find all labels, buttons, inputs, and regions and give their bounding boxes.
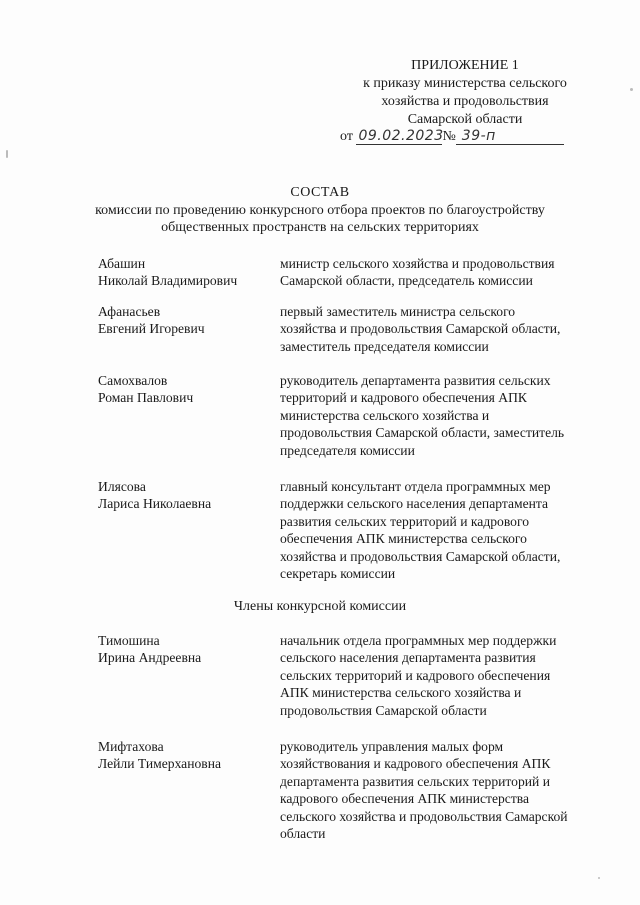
order-from-label: от xyxy=(340,129,353,144)
order-number-field xyxy=(456,129,564,145)
appendix-line: Самарской области xyxy=(407,112,523,127)
role-line: Самарской области, председатель комиссии xyxy=(280,273,533,289)
role-line: хозяйства и продовольствия Самарской области, xyxy=(280,548,561,564)
role-line: департамента развития сельских территорий и xyxy=(280,773,550,789)
role-line: министр сельского хозяйства и продовольствия xyxy=(280,256,555,271)
role-line: первый заместитель министра сельского xyxy=(280,304,516,319)
appendix-line: хозяйства и продовольствия xyxy=(381,94,549,109)
role-line: обеспечения АПК министерства сельского xyxy=(280,531,527,547)
role-line: сельского хозяйства и продовольствия Самарской xyxy=(280,808,568,824)
scan-speck xyxy=(6,150,8,158)
member-surname: Мифтахова xyxy=(98,739,164,754)
role-line: продовольствия Самарской области xyxy=(280,702,487,718)
scan-speck xyxy=(598,877,600,879)
role-line: сельского населения департамента развития xyxy=(280,650,536,666)
member-given-names: Лейли Тимерхановна xyxy=(98,756,222,772)
appendix-title: ПРИЛОЖЕНИЕ 1 xyxy=(411,58,519,73)
role-line: продовольствия Самарской области, заместитель xyxy=(280,425,565,441)
role-line: начальник отдела программных мер поддержки xyxy=(280,633,557,648)
member-role xyxy=(280,303,614,355)
role-line: главный консультант отдела программных мер xyxy=(280,479,551,494)
appendix-header xyxy=(330,57,600,129)
member-name xyxy=(98,478,273,513)
role-line: заместитель председателя комиссии xyxy=(280,338,489,354)
member-surname: Афанасьев xyxy=(98,304,161,319)
order-number-handwritten: 39-п xyxy=(461,128,496,144)
role-line: поддержки сельского населения департамента xyxy=(280,496,549,512)
member-given-names: Евгений Игоревич xyxy=(98,321,205,337)
member-given-names: Ирина Андреевна xyxy=(98,650,202,666)
appendix-line: к приказу министерства сельского xyxy=(363,76,567,91)
member-name xyxy=(98,255,273,290)
order-date-handwritten: 09.02.2023 xyxy=(358,128,444,144)
member-surname: Абашин xyxy=(98,256,146,271)
order-number-label: № xyxy=(442,129,456,144)
role-line: АПК министерства сельского хозяйства и xyxy=(280,685,522,701)
role-line: области xyxy=(280,826,326,842)
document-title xyxy=(0,184,640,237)
member-role xyxy=(280,372,614,459)
role-line: руководитель департамента развития сельских xyxy=(280,373,551,388)
role-line: хозяйствования и кадрового обеспечения АПК xyxy=(280,756,551,772)
role-line: территорий и кадрового обеспечения АПК xyxy=(280,390,527,406)
member-surname: Тимошина xyxy=(98,633,160,648)
member-name xyxy=(98,738,273,773)
member-given-names: Роман Павлович xyxy=(98,390,194,406)
member-name xyxy=(98,632,273,667)
title-subtitle-line: комиссии по проведению конкурсного отбора проектов по благоустройству xyxy=(95,202,545,218)
members-heading: Члены конкурсной комиссии xyxy=(233,599,407,614)
role-line: хозяйства и продовольствия Самарской области, xyxy=(280,321,561,337)
order-reference xyxy=(340,128,580,145)
role-line: министерства сельского хозяйства и xyxy=(280,407,490,423)
role-line: руководитель управления малых форм xyxy=(280,739,504,754)
role-line: развития сельских территорий и кадрового xyxy=(280,513,530,529)
member-role xyxy=(280,478,614,582)
role-line: председателя комиссии xyxy=(280,442,415,458)
member-name xyxy=(98,303,273,338)
member-given-names: Николай Владимирович xyxy=(98,273,238,289)
order-date-field xyxy=(356,129,442,145)
member-name xyxy=(98,372,273,407)
title-heading: СОСТАВ xyxy=(290,185,350,200)
scan-speck xyxy=(630,88,633,91)
member-surname: Самохвалов xyxy=(98,373,168,388)
member-surname: Илясова xyxy=(98,479,146,494)
role-line: сельских территорий и кадрового обеспечения xyxy=(280,667,551,683)
member-role xyxy=(280,632,614,719)
role-line: секретарь комиссии xyxy=(280,566,396,582)
member-role xyxy=(280,255,614,290)
title-subtitle-line: общественных пространств на сельских территориях xyxy=(161,220,479,235)
member-given-names: Лариса Николаевна xyxy=(98,496,212,512)
role-line: кадрового обеспечения АПК министерства xyxy=(280,791,530,807)
member-role xyxy=(280,738,614,842)
